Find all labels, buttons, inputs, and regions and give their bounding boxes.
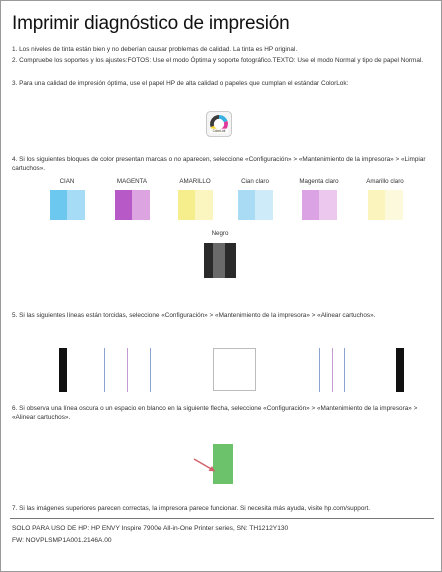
step-3: 3. Para una calidad de impresión óptima, use el papel HP de alta calidad o papeles que cumplan el estándar ColorLok: [12,80,349,87]
arrow-icon [193,457,219,473]
footer-line-2: FW: NOVPLSMP1A001.2146A.00 [12,537,112,544]
block-label-cyan: CIAN [59,178,75,185]
divider-rule [10,518,434,519]
step-2: 2. Compruebe los soportes y los ajustes:FOTOS: Use el modo Óptima y soporte fotográfico.TEXTO: Use el modo Normal y tipo de papel Normal. [12,57,424,64]
alignment-bar-left [59,348,67,392]
colorlok-logo [206,111,232,137]
block-label-light-cyan: Cian claro [241,178,269,185]
block-label-black: Negro [211,230,229,237]
step-6: 6. Si observa una línea oscura o un espacio en blanco en la siguiente flecha, seleccione «Configuración» > «Mantenimiento de la impresora» > «Alinear cartuchos». [12,405,418,421]
page-title: Imprimir diagnóstico de impresión [12,13,290,34]
alignment-line-1 [104,348,105,392]
light-cyan-right-patch [255,190,273,220]
color-block-light-cyan [238,190,273,220]
cyan-left-patch [50,190,67,220]
color-block-light-yellow [368,190,403,220]
step-4: 4. Si los siguientes bloques de color presentan marcas o no aparecen, seleccione «Configuración» > «Mantenimiento de la impresora» > «Limpiar cartuchos». [12,156,426,172]
block-label-yellow: AMARILLO [179,178,211,185]
black-left-patch [204,243,213,278]
cyan-right-patch [67,190,85,220]
light-cyan-left-patch [238,190,255,220]
alignment-bar-right [396,348,404,392]
color-block-magenta [115,190,150,220]
alignment-line-3 [150,348,151,392]
alignment-square [213,348,256,391]
light-magenta-left-patch [302,190,319,220]
light-magenta-right-patch [319,190,337,220]
block-label-light-magenta: Magenta claro [299,178,339,185]
color-block-black [204,243,236,278]
alignment-line-5 [332,348,333,392]
step-5: 5. Si las siguientes líneas están torcidas, seleccione «Configuración» > «Mantenimiento de la impresora» > «Alinear cartuchos». [12,312,376,319]
color-block-yellow [178,190,213,220]
yellow-right-patch [195,190,213,220]
yellow-left-patch [178,190,195,220]
alignment-line-6 [344,348,345,392]
colorlok-logo-icon [206,111,232,137]
light-yellow-right-patch [385,190,403,220]
block-label-light-yellow: Amarillo claro [366,178,404,185]
alignment-line-2 [127,348,128,392]
footer-line-1: SOLO PARA USO DE HP: HP ENVY Inspire 7900e All-in-One Printer series, SN: TH1212Y130 [12,525,289,532]
step-7: 7. Si las imágenes superiores parecen correctas, la impresora parece funcionar. Si necesita más ayuda, visite hp.com/support. [12,505,371,512]
color-block-cyan [50,190,85,220]
alignment-line-4 [319,348,320,392]
step-1: 1. Los niveles de tinta están bien y no deberían causar problemas de calidad. La tinta es HP original. [12,46,298,53]
magenta-right-patch [132,190,150,220]
magenta-left-patch [115,190,132,220]
light-yellow-left-patch [368,190,385,220]
color-block-light-magenta [302,190,337,220]
black-right-patch [225,243,236,278]
colorlok-logo-text: ColorLok [212,129,226,133]
block-label-magenta: MAGENTA [116,178,148,185]
black-mid-patch [213,243,225,278]
